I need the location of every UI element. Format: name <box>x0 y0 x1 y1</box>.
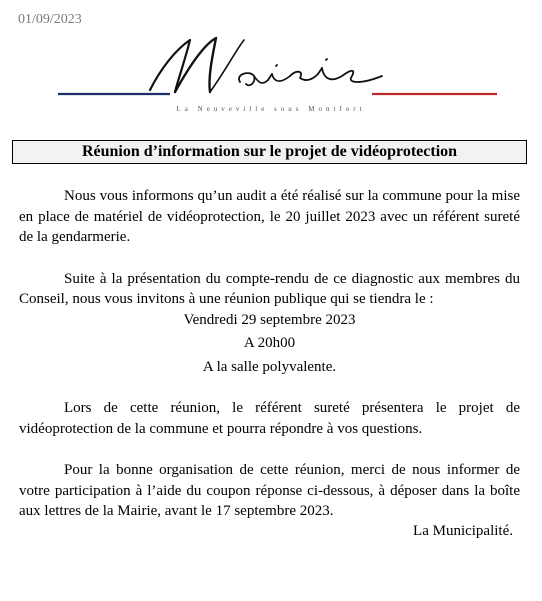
paragraph-audit: Nous vous informons qu’un audit a été réalisé sur la commune pour la mise en place de matériel de vidéoprotection, le 20 juillet 2023 avec un référent sureté de la gendarmerie. <box>19 188 520 245</box>
event-place: A la salle polyvalente. <box>202 358 337 375</box>
logo-subtitle: La Neuveville sous Montfort <box>176 105 366 113</box>
paragraph-presentation: Lors de cette réunion, le référent sureté présentera le projet de vidéoprotection de la commune et pourra répondre à vos questions. <box>19 400 520 437</box>
event-time: A 20h00 <box>243 335 296 351</box>
signature: La Municipalité. <box>413 523 513 539</box>
document-title <box>12 140 527 164</box>
mairie-logo-graphic <box>0 30 542 110</box>
document-date: 01/09/2023 <box>18 12 82 27</box>
document-body <box>19 186 520 522</box>
event-date: Vendredi 29 septembre 2023 <box>183 311 356 328</box>
paragraph-registration: Pour la bonne organisation de cette réunion, merci de nous informer de votre participation à l’aide du coupon réponse ci-dessous, à déposer dans la boîte aux lettres de la Mairie, avant le 17 septembre 2023. <box>19 462 520 519</box>
document-title-text: Réunion d’information sur le projet de vidéoprotection <box>81 143 458 160</box>
mairie-logo <box>0 30 542 125</box>
paragraph-invitation: Suite à la présentation du compte-rendu de ce diagnostic aux membres du Conseil, nous vous invitons à une réunion publique qui se tiendra le : <box>19 270 520 307</box>
